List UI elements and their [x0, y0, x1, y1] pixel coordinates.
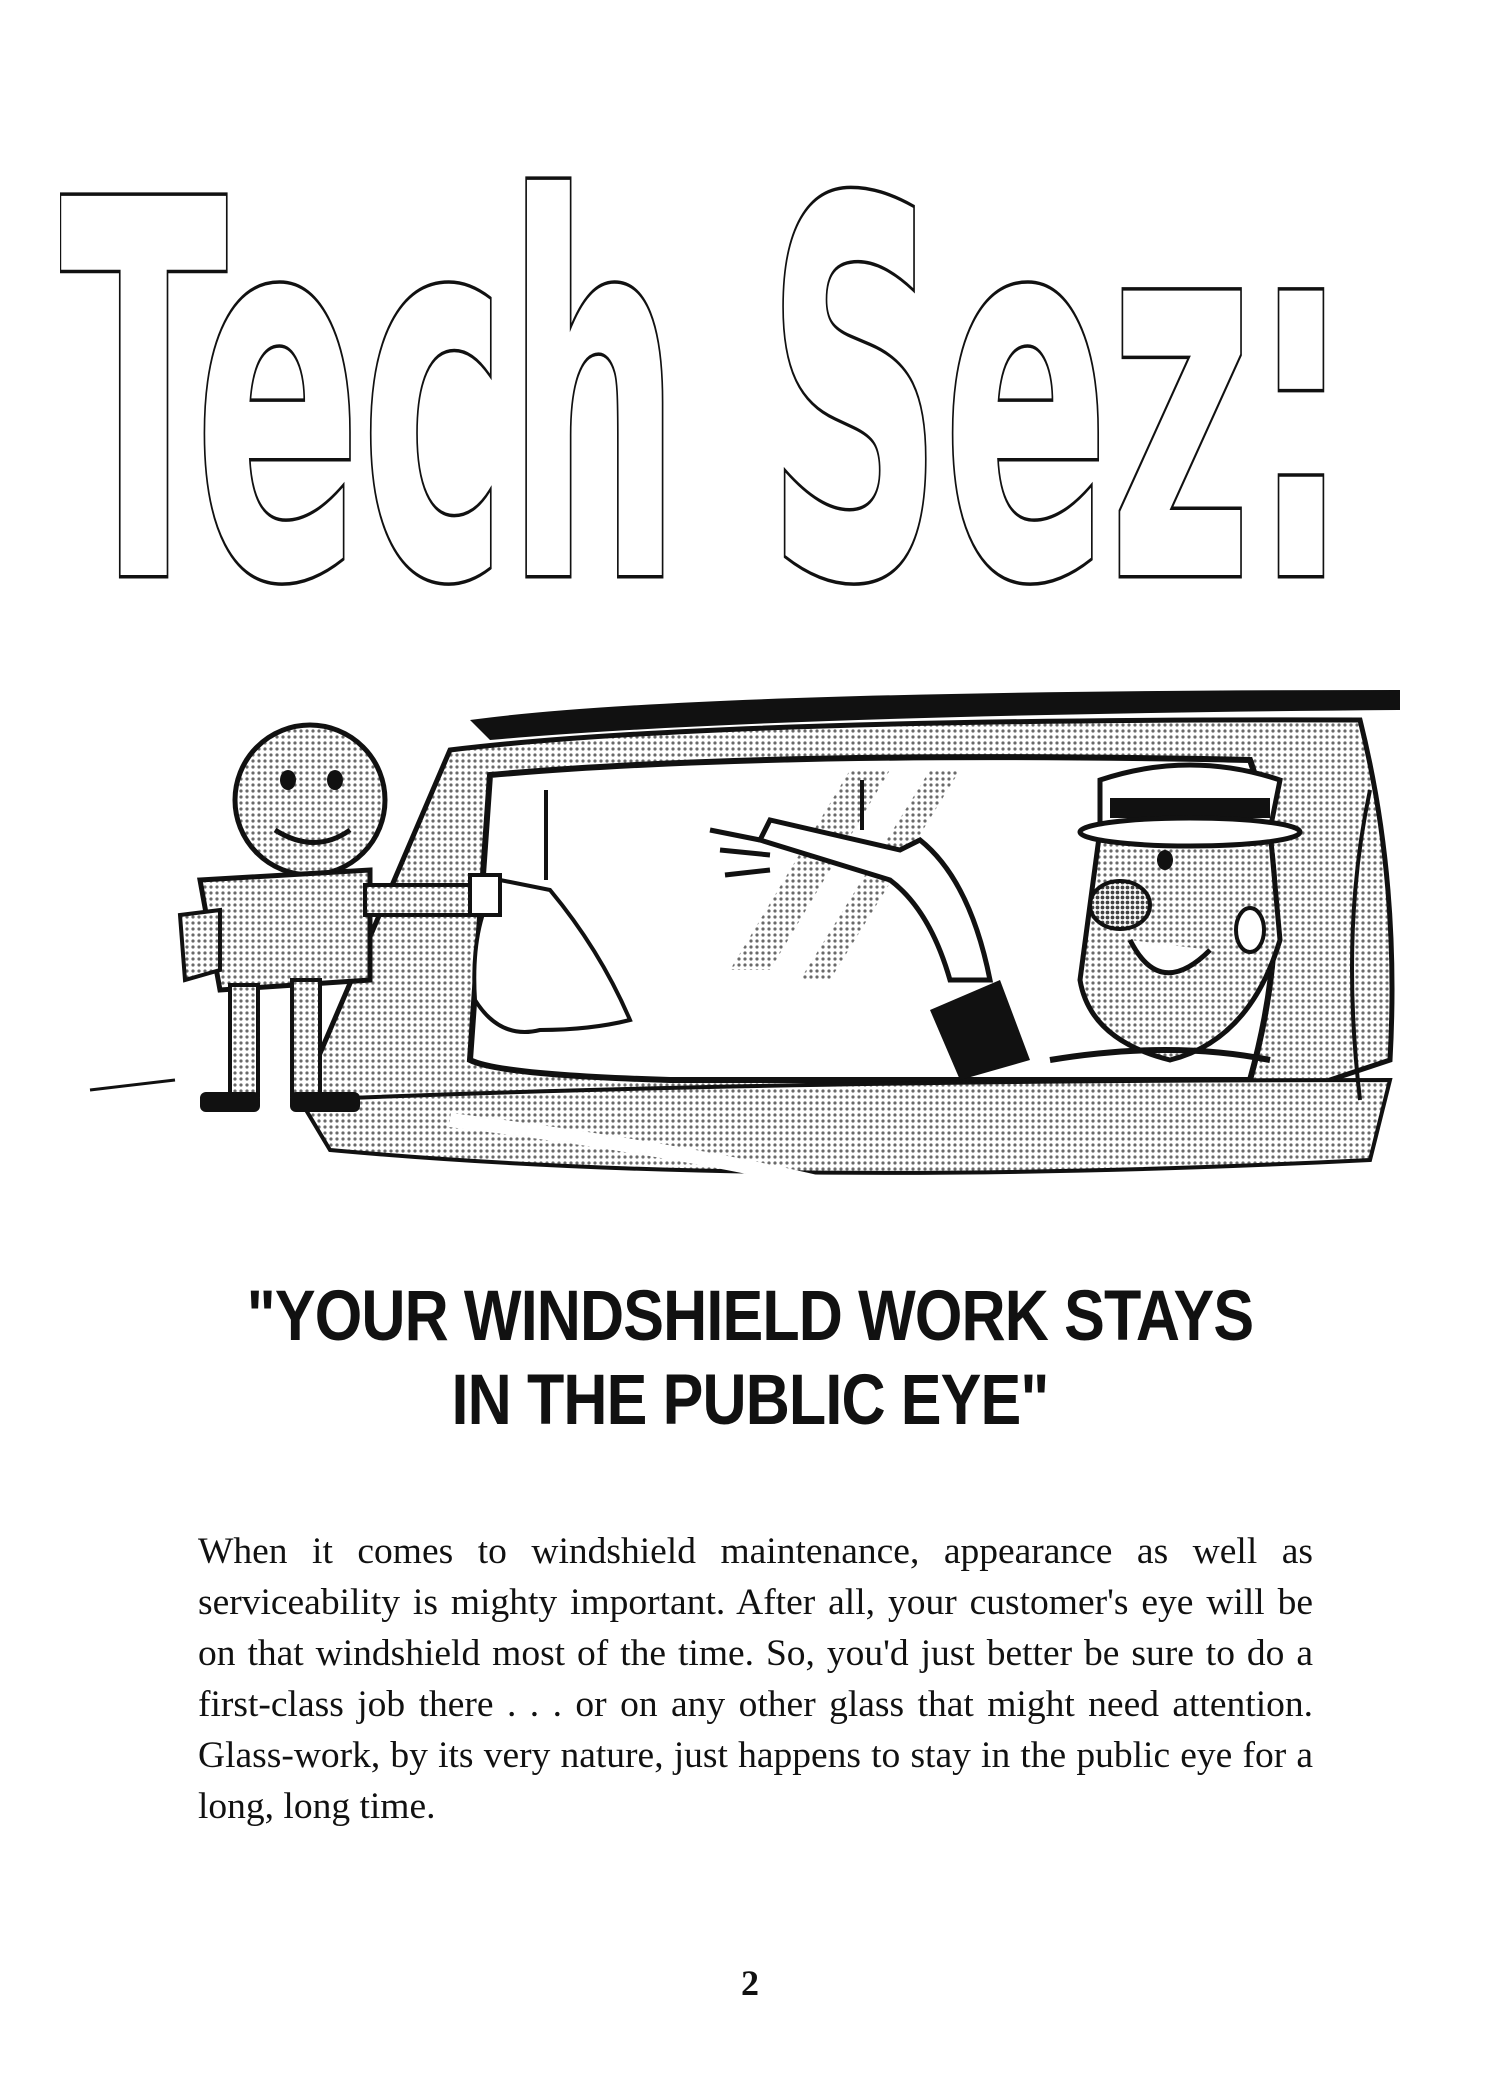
article-headline: [191, 1275, 1309, 1443]
mechanic-robot-wiping-windshield-illustration: [70, 680, 1430, 1200]
masthead-title: [60, 120, 1440, 620]
headline-line-2: IN THE PUBLIC EYE": [451, 1361, 1049, 1440]
page-number: 2: [741, 1963, 759, 2003]
masthead-text: Tech Sez:: [60, 120, 1350, 620]
masthead-title-art: [60, 120, 1440, 620]
illustration-art: [70, 680, 1430, 1200]
article-body-paragraph: When it comes to windshield maintenance, appearance as well as serviceability is mighty important. After all, your customer's eye will be on that windshield most of the time. So, you'd just better be sure to do a first-class job there . . . or on any other glass that might need attention. Glass-work, by its very nature, just happens to stay in the public eye for a long, long time.: [198, 1530, 1313, 1827]
headline-line-1: "YOUR WINDSHIELD WORK STAYS: [246, 1277, 1254, 1356]
